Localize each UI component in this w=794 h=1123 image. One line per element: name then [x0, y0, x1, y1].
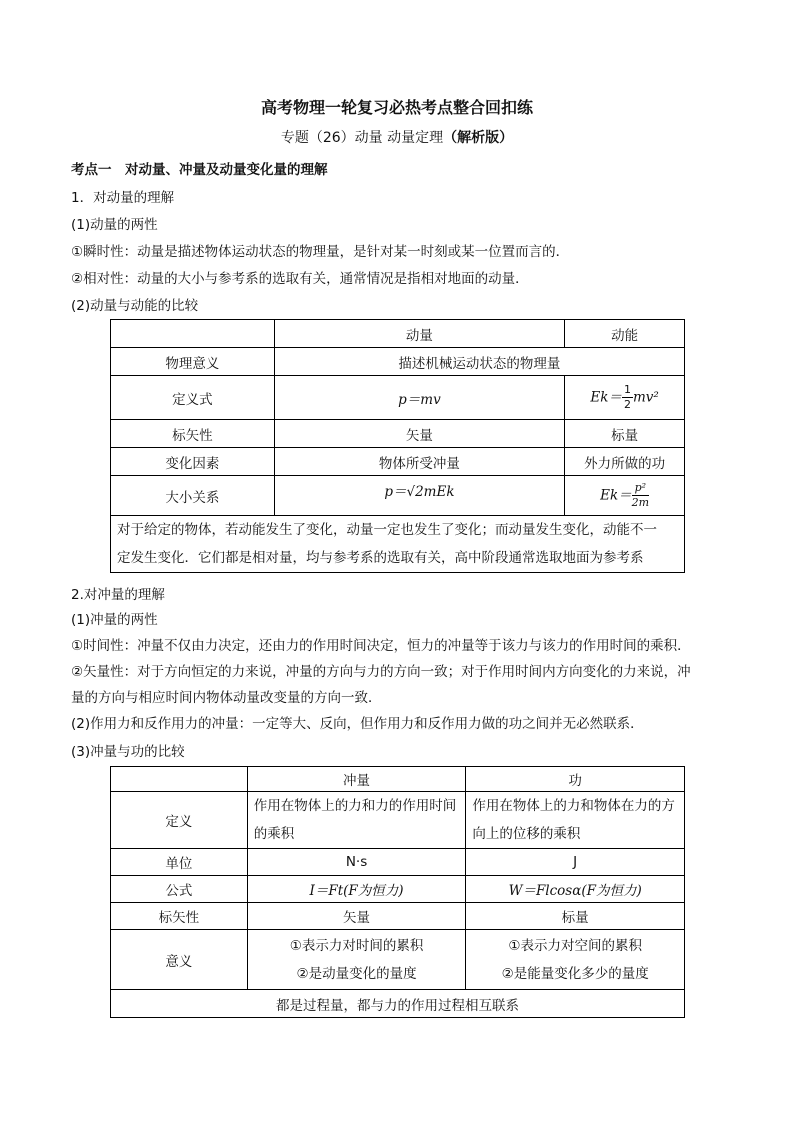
row-label: 定义 — [111, 792, 248, 849]
paragraph: (1)冲量的两性 — [71, 612, 158, 628]
table-header: 冲量 — [247, 767, 466, 792]
cell-line: ①表示力对时间的累积 — [289, 937, 424, 954]
table-note — [111, 516, 685, 573]
table-cell — [111, 767, 248, 792]
fraction — [632, 481, 649, 510]
table-cell: 物体所受冲量 — [274, 448, 564, 476]
note-line: 对于给定的物体，若动能发生了变化，动量一定也发生了变化；而动量发生变化，动能不一 — [117, 522, 657, 538]
table-cell: 标量 — [565, 420, 685, 448]
impulse-work-table — [110, 766, 685, 1018]
paragraph: 2.对冲量的理解 — [71, 587, 165, 603]
formula-part: mv² — [632, 389, 659, 406]
paragraph: 量的方向与相应时间内物体动量改变量的方向一致． — [71, 690, 382, 706]
formula-part: Ek＝ — [600, 487, 632, 504]
table-cell: N·s — [247, 849, 466, 876]
table-header: 功 — [466, 767, 685, 792]
paragraph: (2)作用力和反作用力的冲量：一定等大、反向，但作用力和反作用力做的功之间并无必然联系． — [71, 716, 644, 732]
paragraph: (2)动量与动能的比较 — [71, 298, 199, 314]
row-label: 定义式 — [111, 376, 275, 420]
table-cell — [247, 930, 466, 990]
table-cell: J — [466, 849, 685, 876]
row-label: 变化因素 — [111, 448, 275, 476]
formula-part: Ek＝ — [590, 389, 622, 406]
cell-line: ①表示力对空间的累积 — [508, 937, 642, 954]
document-title: 高考物理一轮复习必热考点整合回扣练 — [260, 98, 533, 117]
paragraph: (3)冲量与功的比较 — [71, 744, 185, 760]
formula-work: W＝Flcosα(F为恒力) — [466, 876, 685, 903]
table-cell: 矢量 — [247, 903, 466, 930]
table-cell: 外力所做的功 — [565, 448, 685, 476]
note-line: 定发生变化．它们都是相对量，均与参考系的选取有关，高中阶段通常选取地面为参考系 — [117, 550, 644, 566]
row-label: 意义 — [111, 930, 248, 990]
section-heading-1: 考点一 对动量、冲量及动量变化量的理解 — [71, 162, 328, 178]
numerator: p² — [632, 481, 649, 496]
row-label: 大小关系 — [111, 476, 275, 516]
table-cell — [466, 930, 685, 990]
cell-line: ②是动量变化的量度 — [296, 965, 417, 982]
table-cell: 作用在物体上的力和力的作用时间的乘积 — [247, 792, 466, 849]
row-label: 标矢性 — [111, 903, 248, 930]
paragraph: (1)动量的两性 — [71, 217, 158, 233]
subtitle-suffix: （解析版） — [443, 130, 514, 146]
denominator: 2m — [631, 496, 650, 509]
paragraph: ①瞬时性：动量是描述物体运动状态的物理量，是针对某一时刻或某一位置而言的． — [71, 244, 570, 260]
formula-impulse: I＝Ft(F为恒力) — [247, 876, 466, 903]
document-subtitle — [0, 127, 794, 147]
numerator: 1 — [623, 383, 631, 396]
table-cell: 矢量 — [274, 420, 564, 448]
row-label: 物理意义 — [111, 348, 275, 376]
table-cell — [111, 320, 275, 348]
table-header: 动量 — [274, 320, 564, 348]
paragraph: ②矢量性：对于方向恒定的力来说，冲量的方向与力的方向一致；对于作用时间内方向变化的力来说，冲 — [71, 664, 691, 680]
table-cell: 标量 — [466, 903, 685, 930]
table-header: 动能 — [565, 320, 685, 348]
row-label: 标矢性 — [111, 420, 275, 448]
paragraph: 1．对动量的理解 — [71, 190, 175, 206]
formula-momentum: p＝mv — [274, 376, 564, 420]
formula-kinetic — [565, 476, 685, 516]
fraction — [622, 383, 633, 412]
table-footer: 都是过程量，都与力的作用过程相互联系 — [111, 990, 685, 1018]
denominator: 2 — [623, 398, 631, 411]
paragraph: ①时间性：冲量不仅由力决定，还由力的作用时间决定，恒力的冲量等于该力与该力的作用时间的乘积． — [71, 638, 691, 654]
formula-momentum: p＝√2mEk — [274, 476, 564, 516]
momentum-kinetic-table — [110, 319, 685, 573]
paragraph: ②相对性：动量的大小与参考系的选取有关，通常情况是指相对地面的动量． — [71, 271, 529, 287]
formula-kinetic — [565, 376, 685, 420]
table-cell: 描述机械运动状态的物理量 — [274, 348, 684, 376]
subtitle-main: 专题（26）动量 动量定理 — [280, 130, 444, 146]
row-label: 单位 — [111, 849, 248, 876]
row-label: 公式 — [111, 876, 248, 903]
cell-line: ②是能量变化多少的量度 — [501, 965, 649, 982]
table-cell: 作用在物体上的力和物体在力的方向上的位移的乘积 — [466, 792, 685, 849]
